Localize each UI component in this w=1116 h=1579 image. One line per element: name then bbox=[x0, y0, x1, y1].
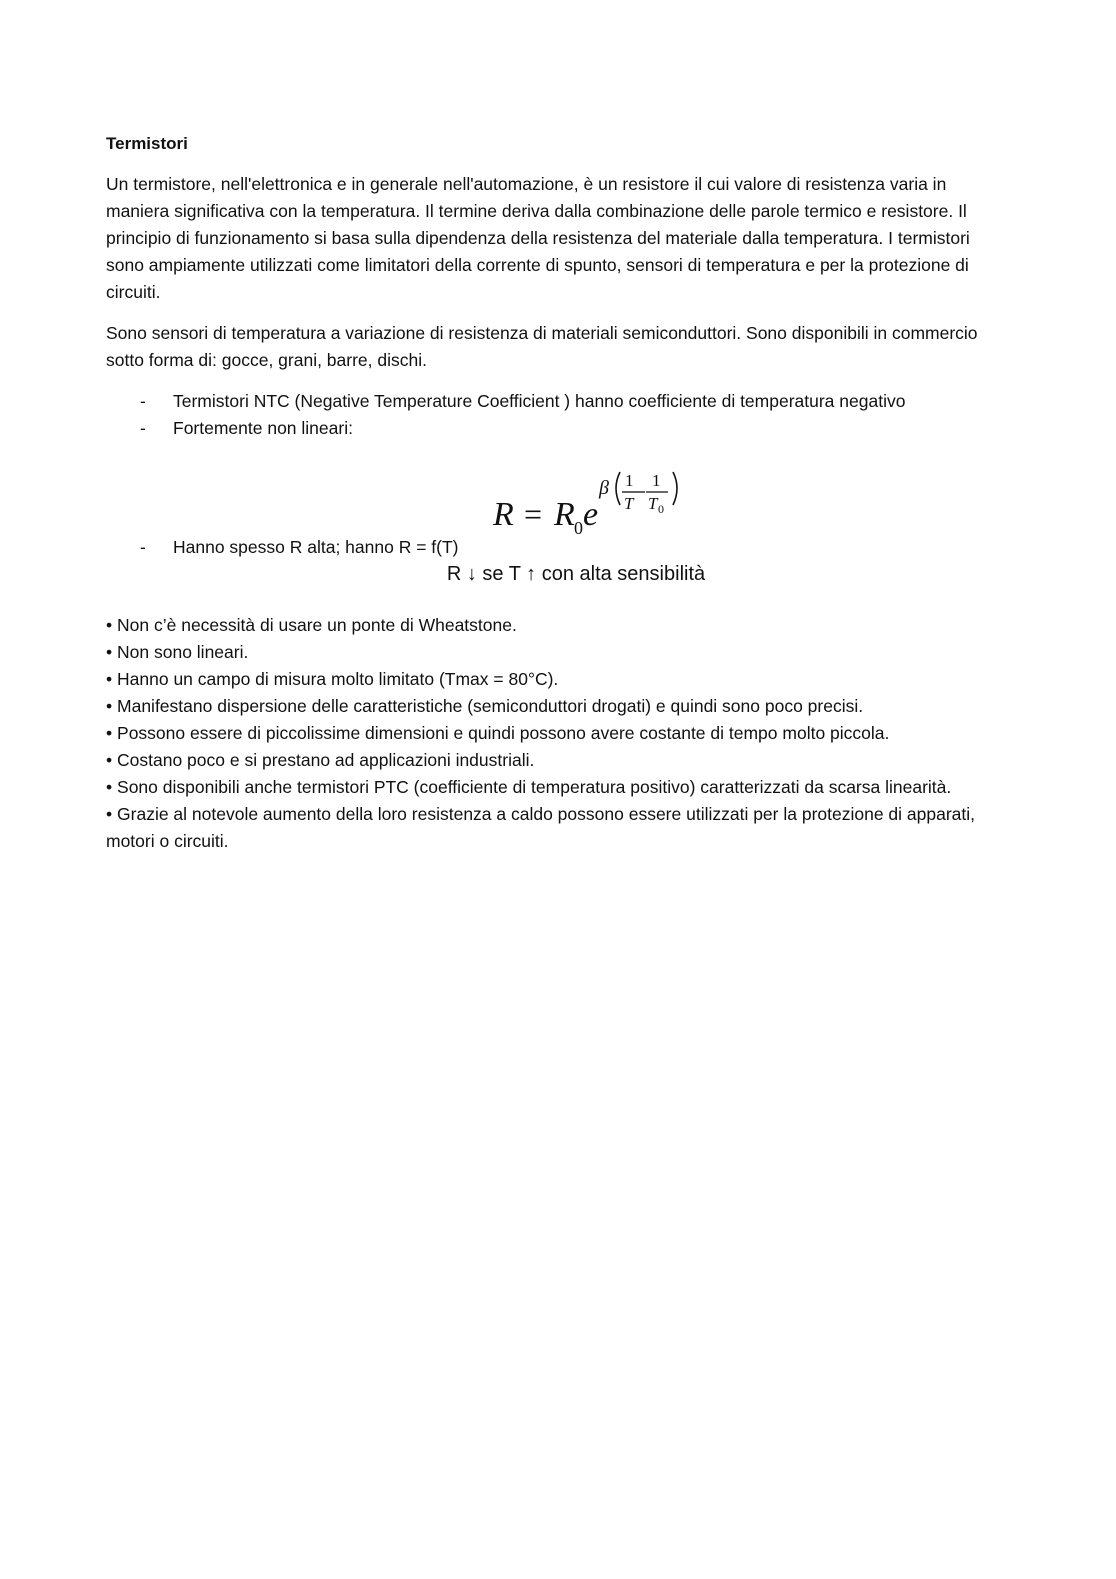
formula-graphic bbox=[491, 442, 731, 534]
dash-item-high-r bbox=[106, 534, 1006, 561]
dash-marker: - bbox=[140, 537, 146, 557]
list-item bbox=[106, 693, 1006, 720]
formula-e: e bbox=[583, 496, 599, 533]
formula-num1: 1 bbox=[625, 471, 634, 490]
list-item-text: Non sono lineari. bbox=[117, 642, 249, 662]
formula-den1: T bbox=[624, 494, 634, 513]
list-item bbox=[106, 639, 1006, 666]
formula-equals: = bbox=[524, 496, 543, 532]
bullet-marker: • bbox=[106, 642, 113, 662]
dash-marker: - bbox=[140, 391, 146, 411]
bullet-list bbox=[106, 612, 1006, 855]
list-item-text: Possono essere di piccolissime dimensioni e quindi possono avere costante di tempo molto piccola. bbox=[117, 723, 890, 743]
list-item-text: Non c’è necessità di usare un ponte di Wheatstone. bbox=[117, 615, 517, 635]
list-item-text: Sono disponibili anche termistori PTC (coefficiente di temperatura positivo) caratterizzati da scarsa linearità. bbox=[117, 777, 952, 797]
bullet-marker: • bbox=[106, 804, 113, 824]
list-item bbox=[106, 666, 1006, 693]
formula-r: R bbox=[493, 496, 514, 533]
formula-left-paren bbox=[616, 472, 620, 505]
list-item bbox=[106, 801, 1006, 855]
list-item-text: Hanno un campo di misura molto limitato (Tmax = 80°C). bbox=[117, 669, 559, 689]
dash-list bbox=[106, 388, 1006, 561]
formula-den2: T bbox=[648, 494, 658, 513]
formula-num2: 1 bbox=[652, 471, 661, 490]
resistance-formula bbox=[491, 442, 731, 534]
document-body bbox=[106, 130, 1006, 855]
formula-den2-sub: 0 bbox=[658, 502, 664, 516]
formula-beta: β bbox=[599, 477, 609, 499]
sensor-paragraph: Sono sensori di temperatura a variazione di resistenza di materiali semiconduttori. Sono disponibili in commercio sotto forma di: gocce, grani, barre, dischi. bbox=[106, 323, 978, 370]
dash-item-nonlinear bbox=[106, 415, 1006, 442]
sensitivity-line: R ↓ se T ↑ con alta sensibilità bbox=[446, 563, 706, 585]
dash-item-text: Termistori NTC (Negative Temperature Coefficient ) hanno coefficiente di temperatura negativo bbox=[173, 391, 906, 411]
bullet-marker: • bbox=[106, 669, 113, 689]
intro-paragraph: Un termistore, nell'elettronica e in generale nell'automazione, è un resistore il cui valore di resistenza varia in maniera significativa con la temperatura. Il termine deriva dalla combinazione delle parole termico e resistore. Il principio di funzionamento si basa sulla dipendenza della resistenza del materiale dalla temperatura. I termistori sono ampiamente utilizzati come limitatori della corrente di spunto, sensori di temperatura e per la protezione di circuiti. bbox=[106, 174, 970, 302]
document-title: Termistori bbox=[106, 134, 188, 153]
dash-item-text: Fortemente non lineari: bbox=[173, 418, 353, 438]
bullet-marker: • bbox=[106, 777, 113, 797]
formula-r0: R bbox=[554, 496, 575, 533]
dash-marker: - bbox=[140, 418, 146, 438]
bullet-marker: • bbox=[106, 750, 113, 770]
bullet-marker: • bbox=[106, 723, 113, 743]
formula-r0-sub: 0 bbox=[574, 518, 583, 534]
bullet-marker: • bbox=[106, 696, 113, 716]
list-item-text: Costano poco e si prestano ad applicazioni industriali. bbox=[117, 750, 535, 770]
dash-item-ntc bbox=[106, 388, 1006, 415]
list-item bbox=[106, 774, 1006, 801]
list-item bbox=[106, 612, 1006, 639]
list-item bbox=[106, 720, 1006, 747]
formula-right-paren bbox=[673, 472, 677, 505]
bullet-marker: • bbox=[106, 615, 113, 635]
dash-item-text: Hanno spesso R alta; hanno R = f(T) bbox=[173, 537, 459, 557]
list-item bbox=[106, 747, 1006, 774]
list-item-text: Manifestano dispersione delle caratteristiche (semiconduttori drogati) e quindi sono poco precisi. bbox=[117, 696, 864, 716]
list-item-text: Grazie al notevole aumento della loro resistenza a caldo possono essere utilizzati per la protezione di apparati, motori o circuiti. bbox=[106, 804, 976, 851]
